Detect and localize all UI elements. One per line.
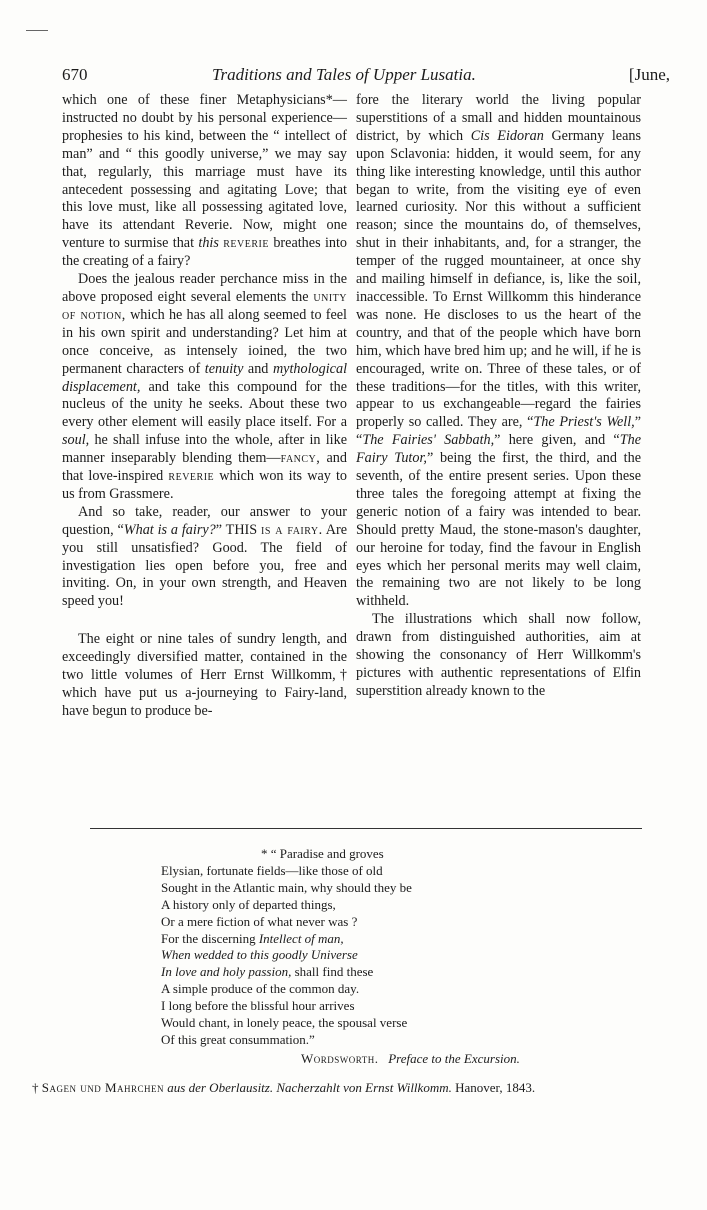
- italic-run: The Priest's Well,: [533, 414, 635, 431]
- italic-run: Intellect of man,: [258, 930, 344, 946]
- italic-run: Cis Eidoran: [470, 127, 544, 144]
- text-run: fore the literary world the living popular superstitions of a small and hidden mountainous district, by which: [356, 92, 641, 144]
- verse-line: Of this great consummation.”: [161, 1031, 315, 1047]
- italic-run: When wedded to this goodly Universe: [161, 947, 358, 963]
- text-run: he shall infuse into the whole, after in like manner inseparably blending them—: [62, 432, 348, 467]
- small-caps-run: fancy,: [280, 450, 321, 467]
- italic-run: this: [198, 235, 219, 252]
- footnote-quotation: [161, 846, 641, 1068]
- text-run: breathes into the creating of a fairy?: [62, 235, 348, 270]
- book-title-gothic: aus der Oberlausitz. Nacherzahlt von Ernst Willkomm.: [167, 1080, 452, 1095]
- verse-line: I long before the blissful hour arrives: [161, 998, 355, 1014]
- text-run: Germany leans upon Sclavonia: hidden, it would seem, for any thing like interesting knowledge, until this author began to write, from the visiting eye of even learned curiosity. Nor this without a sufficient reason; since the mountains do, of themselves, shut in their inhabitants, and, for a stranger, the temper of the rugged mountaineer, at once shy and mailing himself in defiance, is, like the soil, inaccessible. To Ernst Willkomm this hinderance was none. He discloses to us the heart of the country, and that of the people which have born him, which have bred him up; and he will, if he is encouraged, write on. Three of these tales, or of these traditions—for the titles, with this writer, appear to us exchangeable—regard the fairies properly so called. They are, “: [356, 127, 642, 431]
- running-title: Traditions and Tales of Upper Lusatia.: [212, 65, 476, 84]
- text-run: and take this compound for the nucleus of the unity he seeks. About these two every other element will easily place itself. For a: [62, 378, 348, 431]
- text-run: The eight or nine tales of sundry length, and exceedingly diversified matter, contained in the two little volumes of Herr Ernst Willkomm,† which have put us a-journeying to Fairy-land, have begun to produce be-: [62, 631, 347, 719]
- attribution-author: Wordsworth.: [301, 1050, 379, 1066]
- text-run: which won its way to us from Grassmere.: [62, 468, 348, 502]
- right-paragraph-1: [356, 92, 641, 611]
- italic-run: The Fairies' Sabbath,: [362, 432, 495, 449]
- verse-line: [161, 931, 641, 948]
- italic-run: mythological displacement,: [62, 360, 348, 395]
- text-run: ” “: [356, 414, 642, 449]
- book-imprint: Hanover, 1843.: [455, 1080, 536, 1095]
- book-title-small-caps: Sagen und Mahrchen: [41, 1080, 165, 1095]
- attribution-work: Preface to the Excursion.: [388, 1050, 520, 1066]
- verse-line: A history only of departed things,: [161, 896, 336, 912]
- small-caps-run: unity of notion,: [62, 288, 348, 323]
- left-paragraph-3: [62, 504, 347, 611]
- footnote-attribution: [161, 1051, 641, 1068]
- italic-run: What is a fairy?: [123, 521, 216, 538]
- small-caps-run: is a fairy.: [261, 521, 323, 538]
- text-run: and that love-inspired: [62, 450, 347, 485]
- page-number: 670: [62, 65, 88, 84]
- left-paragraph-1: [62, 92, 347, 271]
- italic-run: soul,: [62, 432, 90, 449]
- text-run: Are you still unsatisfied? Good. The field of investigation lies open before you, free and inviting. On, in your own strength, and Heaven speed you!: [62, 521, 347, 610]
- verse-line: * “ Paradise and groves: [261, 846, 384, 861]
- dagger-mark: †: [32, 1080, 39, 1095]
- text-run: ” here given, and “: [494, 432, 620, 449]
- verse-line: Sought in the Atlantic main, why should they be: [161, 879, 412, 895]
- text-run: The illustrations which shall now follow, drawn from distinguished authorities, aim at showing the consonancy of Herr Willkomm's pictures with authentic representations of Elfin superstition already known to the: [356, 611, 641, 699]
- verse-line: Elysian, fortunate fields—like those of old: [161, 862, 383, 878]
- running-month: [June,: [628, 65, 670, 84]
- text-run: and: [247, 360, 269, 377]
- text-run: shall find these: [294, 964, 374, 980]
- verse-line: [161, 947, 641, 964]
- left-paragraph-2: [62, 271, 347, 504]
- dagger-footnote: [32, 1079, 672, 1096]
- italic-run: The Fairy Tutor,: [356, 432, 642, 467]
- text-run: Does the jealous reader perchance miss in the above proposed eight several elements the: [62, 271, 347, 305]
- left-paragraph-4: [62, 631, 347, 721]
- verse-line: Would chant, in lonely peace, the spousal verse: [161, 1015, 408, 1031]
- small-caps-run: reverie: [168, 468, 215, 485]
- right-paragraph-2: [356, 611, 641, 701]
- left-column: [62, 92, 347, 721]
- text-run: For the discerning: [161, 930, 256, 946]
- italic-run: tenuity: [204, 360, 244, 377]
- page-header: [62, 60, 670, 90]
- small-caps-run: reverie: [223, 235, 269, 252]
- text-run: which one of these finer Metaphysicians*—instructed no doubt by his personal experience—prophesies to his kind, between the “ intellect of man” and “ this goodly universe,” we may say that, regularly, this marriage must have its antecedent possessing and agitating Love; that this love must, like all possessing agitated love, have its attendant Reverie. Now, might one venture to surmise that: [62, 92, 347, 252]
- italic-run: In love and holy passion,: [161, 964, 292, 980]
- footnote-rule: [90, 828, 642, 829]
- verse-line: A simple produce of the common day.: [161, 981, 360, 997]
- verse-line: Or a mere fiction of what never was ?: [161, 913, 358, 929]
- margin-tick: [26, 30, 48, 31]
- right-column: [356, 92, 641, 701]
- text-run: which he has all along seemed to feel in his own spirit and understanding? Let him at once conceive, as intensely ioined, the two permanent characters of: [62, 306, 347, 377]
- text-run: And so take, reader, our answer to your question, “: [62, 503, 347, 538]
- text-run: ” THIS: [215, 521, 258, 538]
- text-run: ” being the first, the third, and the seventh, of the entire present series. Upon these three tales the foregoing attempt at fixing the generic notion of a fairy was intended to bear. Should pretty Maud, the stone-mason's daughter, our heroine for today, find the favour in English eyes which her personal merits may well claim, the remaining two are not likely to be long withheld.: [356, 450, 641, 610]
- verse-line: [161, 964, 641, 981]
